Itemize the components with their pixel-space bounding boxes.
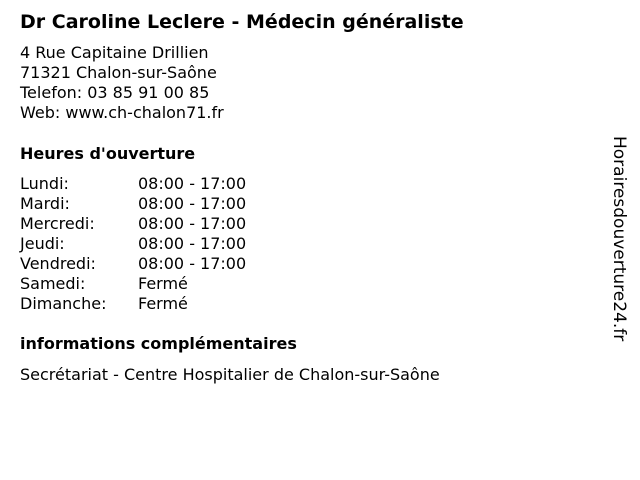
- address-block: [20, 43, 224, 123]
- day-hours: Fermé: [138, 294, 188, 313]
- day-label: Jeudi:: [20, 234, 65, 253]
- city-postcode: 71321 Chalon-sur-Saône: [20, 63, 217, 82]
- additional-info-text: Secrétariat - Centre Hospitalier de Chalon-sur-Saône: [20, 365, 440, 384]
- hours-row-saturday: [20, 274, 246, 294]
- website-link[interactable]: Web: www.ch-chalon71.fr: [20, 103, 224, 122]
- phone-number: Telefon: 03 85 91 00 85: [20, 83, 210, 102]
- hours-row-sunday: [20, 294, 246, 314]
- street-address: 4 Rue Capitaine Drillien: [20, 43, 209, 62]
- day-hours: 08:00 - 17:00: [138, 214, 247, 233]
- hours-row-friday: [20, 254, 246, 274]
- day-hours: 08:00 - 17:00: [138, 254, 247, 273]
- day-label: Samedi:: [20, 274, 86, 293]
- site-watermark: Horairesdouverture24.fr: [609, 136, 629, 342]
- day-hours: 08:00 - 17:00: [138, 194, 247, 213]
- hours-row-tuesday: [20, 194, 246, 214]
- day-hours: 08:00 - 17:00: [138, 174, 247, 193]
- day-hours: Fermé: [138, 274, 188, 293]
- day-label: Dimanche:: [20, 294, 107, 313]
- hours-row-thursday: [20, 234, 246, 254]
- day-label: Mardi:: [20, 194, 70, 213]
- hours-row-wednesday: [20, 214, 246, 234]
- hours-row-monday: [20, 174, 246, 194]
- day-label: Lundi:: [20, 174, 69, 193]
- day-label: Mercredi:: [20, 214, 95, 233]
- opening-hours-list: [20, 174, 246, 314]
- additional-info-heading: informations complémentaires: [20, 334, 297, 353]
- day-hours: 08:00 - 17:00: [138, 234, 247, 253]
- day-label: Vendredi:: [20, 254, 96, 273]
- page-title: Dr Caroline Leclere - Médecin généraliste: [20, 11, 464, 33]
- opening-hours-heading: Heures d'ouverture: [20, 144, 196, 163]
